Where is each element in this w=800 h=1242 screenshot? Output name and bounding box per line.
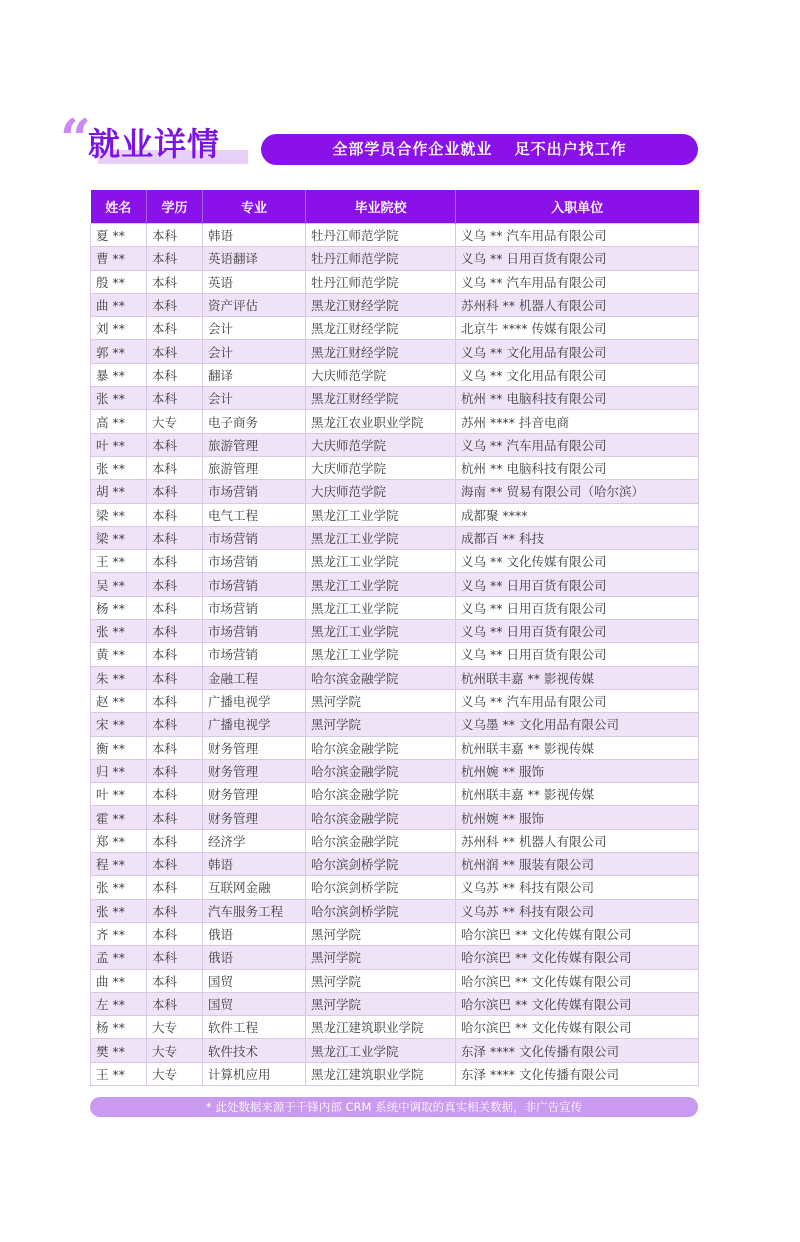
cell-education: 本科 <box>147 899 203 922</box>
cell-major: 财务管理 <box>203 806 306 829</box>
cell-school: 哈尔滨剑桥学院 <box>306 853 456 876</box>
cell-school: 黑龙江财经学院 <box>306 340 456 363</box>
cell-employer: 苏州科 ** 机器人有限公司 <box>456 829 699 852</box>
header-employer: 入职单位 <box>456 190 699 224</box>
cell-education: 本科 <box>147 713 203 736</box>
cell-school: 黑龙江工业学院 <box>306 503 456 526</box>
section-title <box>88 124 220 166</box>
cell-education: 本科 <box>147 363 203 386</box>
cell-school: 黑龙江工业学院 <box>306 1039 456 1062</box>
cell-name: 张 ** <box>91 876 147 899</box>
table-row <box>91 293 699 316</box>
cell-school: 哈尔滨金融学院 <box>306 806 456 829</box>
cell-name: 杨 ** <box>91 596 147 619</box>
slogan-banner <box>261 134 698 165</box>
table-row <box>91 224 699 247</box>
cell-school: 黑龙江建筑职业学院 <box>306 1016 456 1039</box>
cell-school: 黑河学院 <box>306 992 456 1015</box>
cell-name: 张 ** <box>91 899 147 922</box>
cell-school: 哈尔滨金融学院 <box>306 783 456 806</box>
cell-name: 刘 ** <box>91 317 147 340</box>
cell-school: 黑河学院 <box>306 713 456 736</box>
cell-school: 大庆师范学院 <box>306 363 456 386</box>
table-body <box>91 224 699 1086</box>
cell-school: 黑龙江工业学院 <box>306 620 456 643</box>
cell-name: 宋 ** <box>91 713 147 736</box>
cell-employer: 义乌 ** 文化用品有限公司 <box>456 340 699 363</box>
cell-name: 赵 ** <box>91 689 147 712</box>
table-row <box>91 317 699 340</box>
cell-education: 本科 <box>147 969 203 992</box>
cell-education: 本科 <box>147 293 203 316</box>
cell-name: 暴 ** <box>91 363 147 386</box>
cell-name: 曲 ** <box>91 293 147 316</box>
table-row <box>91 340 699 363</box>
cell-education: 本科 <box>147 853 203 876</box>
cell-employer: 苏州科 ** 机器人有限公司 <box>456 293 699 316</box>
cell-name: 梁 ** <box>91 526 147 549</box>
table-row <box>91 759 699 782</box>
cell-school: 哈尔滨剑桥学院 <box>306 876 456 899</box>
table-row <box>91 247 699 270</box>
cell-education: 本科 <box>147 946 203 969</box>
cell-major: 财务管理 <box>203 783 306 806</box>
cell-name: 归 ** <box>91 759 147 782</box>
cell-name: 黄 ** <box>91 643 147 666</box>
cell-school: 黑龙江财经学院 <box>306 387 456 410</box>
cell-employer: 义乌 ** 汽车用品有限公司 <box>456 270 699 293</box>
cell-major: 韩语 <box>203 853 306 876</box>
cell-education: 本科 <box>147 666 203 689</box>
slogan-part-1: 全部学员合作企业就业 <box>332 140 493 158</box>
cell-school: 黑龙江工业学院 <box>306 643 456 666</box>
cell-education: 本科 <box>147 992 203 1015</box>
cell-school: 哈尔滨金融学院 <box>306 666 456 689</box>
cell-name: 孟 ** <box>91 946 147 969</box>
cell-school: 大庆师范学院 <box>306 433 456 456</box>
cell-name: 叶 ** <box>91 433 147 456</box>
cell-education: 本科 <box>147 456 203 479</box>
cell-education: 本科 <box>147 270 203 293</box>
cell-employer: 义乌 ** 日用百货有限公司 <box>456 247 699 270</box>
table-row <box>91 643 699 666</box>
cell-major: 经济学 <box>203 829 306 852</box>
cell-name: 叶 ** <box>91 783 147 806</box>
table-row <box>91 480 699 503</box>
table-row <box>91 666 699 689</box>
cell-major: 财务管理 <box>203 736 306 759</box>
cell-employer: 成都聚 **** <box>456 503 699 526</box>
cell-employer: 杭州婉 ** 服饰 <box>456 759 699 782</box>
cell-major: 旅游管理 <box>203 433 306 456</box>
cell-name: 杨 ** <box>91 1016 147 1039</box>
cell-major: 会计 <box>203 340 306 363</box>
cell-education: 本科 <box>147 596 203 619</box>
cell-education: 本科 <box>147 759 203 782</box>
cell-education: 大专 <box>147 1039 203 1062</box>
cell-major: 资产评估 <box>203 293 306 316</box>
cell-major: 英语 <box>203 270 306 293</box>
page-title: 就业详情 <box>88 125 221 163</box>
table-row <box>91 526 699 549</box>
cell-education: 大专 <box>147 1016 203 1039</box>
cell-school: 黑龙江农业职业学院 <box>306 410 456 433</box>
table-row <box>91 713 699 736</box>
cell-education: 本科 <box>147 503 203 526</box>
cell-major: 俄语 <box>203 922 306 945</box>
cell-school: 大庆师范学院 <box>306 456 456 479</box>
cell-employer: 哈尔滨巴 ** 文化传媒有限公司 <box>456 946 699 969</box>
table-row <box>91 876 699 899</box>
cell-major: 英语翻译 <box>203 247 306 270</box>
header-name: 姓名 <box>91 190 147 224</box>
table-row <box>91 689 699 712</box>
cell-education: 本科 <box>147 736 203 759</box>
cell-employer: 杭州联丰嘉 ** 影视传媒 <box>456 666 699 689</box>
cell-major: 市场营销 <box>203 550 306 573</box>
cell-education: 本科 <box>147 922 203 945</box>
cell-name: 左 ** <box>91 992 147 1015</box>
cell-major: 计算机应用 <box>203 1062 306 1085</box>
cell-school: 大庆师范学院 <box>306 480 456 503</box>
cell-school: 黑河学院 <box>306 922 456 945</box>
cell-employer: 义乌 ** 日用百货有限公司 <box>456 573 699 596</box>
cell-name: 衡 ** <box>91 736 147 759</box>
table-row <box>91 1016 699 1039</box>
cell-name: 霍 ** <box>91 806 147 829</box>
table-row <box>91 1062 699 1085</box>
cell-employer: 北京牛 **** 传媒有限公司 <box>456 317 699 340</box>
table-row <box>91 363 699 386</box>
cell-name: 殷 ** <box>91 270 147 293</box>
cell-major: 国贸 <box>203 969 306 992</box>
table-header-row <box>91 190 699 224</box>
table-row <box>91 596 699 619</box>
cell-employer: 哈尔滨巴 ** 文化传媒有限公司 <box>456 969 699 992</box>
cell-education: 本科 <box>147 433 203 456</box>
cell-employer: 杭州婉 ** 服饰 <box>456 806 699 829</box>
cell-school: 哈尔滨金融学院 <box>306 829 456 852</box>
cell-employer: 义乌 ** 汽车用品有限公司 <box>456 689 699 712</box>
cell-school: 黑河学院 <box>306 689 456 712</box>
cell-education: 本科 <box>147 340 203 363</box>
table-row <box>91 456 699 479</box>
cell-major: 会计 <box>203 317 306 340</box>
cell-major: 电子商务 <box>203 410 306 433</box>
cell-name: 樊 ** <box>91 1039 147 1062</box>
cell-employer: 东泽 **** 文化传播有限公司 <box>456 1039 699 1062</box>
cell-school: 黑龙江工业学院 <box>306 596 456 619</box>
cell-major: 旅游管理 <box>203 456 306 479</box>
table-row <box>91 1039 699 1062</box>
cell-employer: 海南 ** 贸易有限公司（哈尔滨） <box>456 480 699 503</box>
cell-school: 牡丹江师范学院 <box>306 247 456 270</box>
cell-major: 韩语 <box>203 224 306 247</box>
cell-major: 汽车服务工程 <box>203 899 306 922</box>
cell-name: 郭 ** <box>91 340 147 363</box>
cell-employer: 杭州联丰嘉 ** 影视传媒 <box>456 783 699 806</box>
cell-major: 金融工程 <box>203 666 306 689</box>
cell-name: 曹 ** <box>91 247 147 270</box>
table-row <box>91 620 699 643</box>
cell-education: 本科 <box>147 526 203 549</box>
cell-school: 哈尔滨剑桥学院 <box>306 899 456 922</box>
cell-school: 黑龙江工业学院 <box>306 573 456 596</box>
cell-name: 张 ** <box>91 387 147 410</box>
cell-school: 黑河学院 <box>306 969 456 992</box>
cell-employer: 义乌 ** 日用百货有限公司 <box>456 620 699 643</box>
cell-employer: 哈尔滨巴 ** 文化传媒有限公司 <box>456 992 699 1015</box>
cell-major: 国贸 <box>203 992 306 1015</box>
cell-name: 王 ** <box>91 1062 147 1085</box>
cell-name: 齐 ** <box>91 922 147 945</box>
quote-mark-icon: “ <box>60 107 92 171</box>
table-row <box>91 410 699 433</box>
cell-major: 市场营销 <box>203 620 306 643</box>
cell-major: 广播电视学 <box>203 689 306 712</box>
cell-employer: 杭州 ** 电脑科技有限公司 <box>456 387 699 410</box>
cell-employer: 义乌 ** 文化传媒有限公司 <box>456 550 699 573</box>
cell-name: 胡 ** <box>91 480 147 503</box>
cell-major: 俄语 <box>203 946 306 969</box>
cell-education: 本科 <box>147 573 203 596</box>
cell-major: 市场营销 <box>203 596 306 619</box>
cell-employer: 义乌 ** 汽车用品有限公司 <box>456 224 699 247</box>
table-row <box>91 922 699 945</box>
header-school: 毕业院校 <box>306 190 456 224</box>
cell-education: 本科 <box>147 689 203 712</box>
cell-education: 本科 <box>147 480 203 503</box>
cell-major: 会计 <box>203 387 306 410</box>
cell-school: 黑河学院 <box>306 946 456 969</box>
cell-name: 程 ** <box>91 853 147 876</box>
table-row <box>91 899 699 922</box>
cell-employer: 义乌 ** 汽车用品有限公司 <box>456 433 699 456</box>
cell-employer: 苏州 **** 抖音电商 <box>456 410 699 433</box>
table-row <box>91 992 699 1015</box>
cell-major: 市场营销 <box>203 480 306 503</box>
table-row <box>91 969 699 992</box>
cell-education: 本科 <box>147 387 203 410</box>
cell-employer: 义乌苏 ** 科技有限公司 <box>456 899 699 922</box>
cell-employer: 义乌 ** 日用百货有限公司 <box>456 596 699 619</box>
cell-education: 本科 <box>147 643 203 666</box>
cell-school: 牡丹江师范学院 <box>306 224 456 247</box>
cell-education: 大专 <box>147 410 203 433</box>
table-row <box>91 503 699 526</box>
table-row <box>91 433 699 456</box>
cell-employer: 杭州联丰嘉 ** 影视传媒 <box>456 736 699 759</box>
cell-employer: 义乌 ** 日用百货有限公司 <box>456 643 699 666</box>
table-row <box>91 387 699 410</box>
cell-school: 哈尔滨金融学院 <box>306 736 456 759</box>
cell-major: 广播电视学 <box>203 713 306 736</box>
cell-employer: 义乌 ** 文化用品有限公司 <box>456 363 699 386</box>
cell-name: 夏 ** <box>91 224 147 247</box>
header-education: 学历 <box>147 190 203 224</box>
cell-education: 本科 <box>147 550 203 573</box>
header-major: 专业 <box>203 190 306 224</box>
cell-name: 朱 ** <box>91 666 147 689</box>
cell-education: 本科 <box>147 829 203 852</box>
cell-major: 翻译 <box>203 363 306 386</box>
table-row <box>91 573 699 596</box>
cell-major: 财务管理 <box>203 759 306 782</box>
cell-major: 软件技术 <box>203 1039 306 1062</box>
cell-name: 郑 ** <box>91 829 147 852</box>
cell-name: 曲 ** <box>91 969 147 992</box>
cell-employer: 杭州润 ** 服装有限公司 <box>456 853 699 876</box>
cell-name: 梁 ** <box>91 503 147 526</box>
cell-employer: 哈尔滨巴 ** 文化传媒有限公司 <box>456 1016 699 1039</box>
cell-major: 软件工程 <box>203 1016 306 1039</box>
cell-employer: 义乌苏 ** 科技有限公司 <box>456 876 699 899</box>
cell-education: 本科 <box>147 620 203 643</box>
footnote: * 此处数据来源于千锋内部 CRM 系统中调取的真实相关数据，非广告宣传 <box>90 1097 698 1117</box>
table-row <box>91 783 699 806</box>
cell-major: 市场营销 <box>203 526 306 549</box>
cell-name: 王 ** <box>91 550 147 573</box>
cell-school: 黑龙江财经学院 <box>306 317 456 340</box>
cell-school: 黑龙江工业学院 <box>306 526 456 549</box>
cell-major: 市场营销 <box>203 643 306 666</box>
cell-name: 张 ** <box>91 620 147 643</box>
cell-employer: 杭州 ** 电脑科技有限公司 <box>456 456 699 479</box>
cell-school: 黑龙江财经学院 <box>306 293 456 316</box>
cell-major: 电气工程 <box>203 503 306 526</box>
cell-education: 大专 <box>147 1062 203 1085</box>
cell-employer: 义乌墨 ** 文化用品有限公司 <box>456 713 699 736</box>
cell-education: 本科 <box>147 317 203 340</box>
cell-major: 市场营销 <box>203 573 306 596</box>
cell-name: 张 ** <box>91 456 147 479</box>
cell-education: 本科 <box>147 224 203 247</box>
table-row <box>91 806 699 829</box>
slogan-part-2: 足不出户找工作 <box>514 140 627 158</box>
table-row <box>91 270 699 293</box>
cell-school: 牡丹江师范学院 <box>306 270 456 293</box>
cell-education: 本科 <box>147 876 203 899</box>
cell-employer: 东泽 **** 文化传播有限公司 <box>456 1062 699 1085</box>
cell-education: 本科 <box>147 806 203 829</box>
table-row <box>91 550 699 573</box>
cell-school: 哈尔滨金融学院 <box>306 759 456 782</box>
table-row <box>91 946 699 969</box>
cell-education: 本科 <box>147 247 203 270</box>
table-row <box>91 736 699 759</box>
table-row <box>91 853 699 876</box>
table-row <box>91 829 699 852</box>
cell-education: 本科 <box>147 783 203 806</box>
cell-name: 吴 ** <box>91 573 147 596</box>
cell-employer: 成都百 ** 科技 <box>456 526 699 549</box>
cell-major: 互联网金融 <box>203 876 306 899</box>
cell-school: 黑龙江建筑职业学院 <box>306 1062 456 1085</box>
cell-name: 高 ** <box>91 410 147 433</box>
employment-table <box>90 190 699 1086</box>
cell-school: 黑龙江工业学院 <box>306 550 456 573</box>
cell-employer: 哈尔滨巴 ** 文化传媒有限公司 <box>456 922 699 945</box>
